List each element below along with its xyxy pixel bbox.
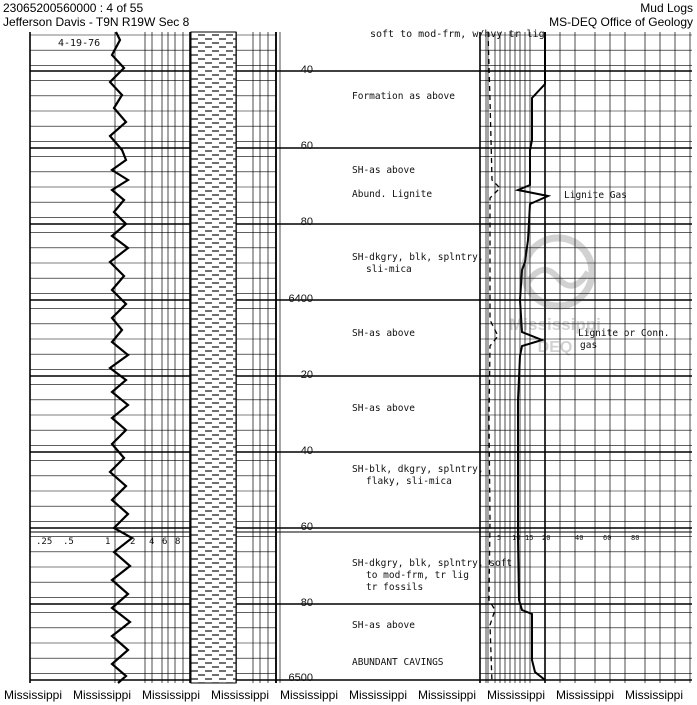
log-grid <box>30 32 692 683</box>
lithology-description: ABUNDANT CAVINGS <box>352 657 444 668</box>
log-date: 4-19-76 <box>58 38 101 49</box>
footer-label: Mississippi <box>4 688 63 702</box>
lithology-description: to mod-frm, tr lig <box>366 570 469 581</box>
drill-rate-scale-label: 8 <box>175 537 181 547</box>
footer-label: Mississippi <box>349 688 408 702</box>
gas-scale-label: 40 <box>575 534 584 542</box>
well-location: Jefferson Davis - T9N R19W Sec 8 <box>3 15 190 29</box>
gas-scale-label: 60 <box>603 534 612 542</box>
depth-label: 80 <box>300 597 313 609</box>
footer-label: Mississippi <box>142 688 201 702</box>
lithology-description: SH-dkgry, blk, splntry, <box>352 252 484 263</box>
lithology-column <box>191 32 236 683</box>
footer-label: Mississippi <box>556 688 615 702</box>
drill-rate-scale-label: .25 <box>36 537 53 547</box>
log-curves <box>110 32 551 683</box>
lithology-description: SH-as above <box>352 328 415 339</box>
depth-label: 60 <box>300 140 313 152</box>
footer-label: Mississippi <box>73 688 132 702</box>
drill-rate-scale-label: .5 <box>63 537 74 547</box>
lithology-description: SH-as above <box>352 165 415 176</box>
depth-label: 80 <box>300 216 313 228</box>
depth-label: 20 <box>300 369 313 381</box>
lithology-description: SH-as above <box>352 403 415 414</box>
gas-note: gas <box>580 340 598 351</box>
watermark-line-2: DEQ <box>537 339 573 356</box>
footer-label: Mississippi <box>280 688 339 702</box>
agency-name: MS-DEQ Office of Geology <box>549 15 693 29</box>
drill-rate-scale-label: 4 <box>149 537 155 547</box>
depth-label: 40 <box>300 445 313 457</box>
depth-label: 6400 <box>288 293 313 305</box>
lithology-description: tr fossils <box>366 582 424 593</box>
top-description: soft to mod-frm, w/hvy tr lig <box>370 29 545 40</box>
gas-scale-label: 80 <box>631 534 640 542</box>
lithology-description: flaky, sli-mica <box>366 476 452 487</box>
gas-scale-label: 15 <box>525 534 534 542</box>
lithology-description: Abund. Lignite <box>352 189 433 200</box>
footer-label: Mississippi <box>211 688 270 702</box>
gas-note: Lignite or Conn. <box>578 328 670 339</box>
lithology-description: SH-as above <box>352 620 415 631</box>
drill-rate-scale-label: 2 <box>130 537 136 547</box>
depth-label: 40 <box>300 64 313 76</box>
drill-rate-scale-label: 6 <box>162 537 168 547</box>
document-id: 23065200560000 : 4 of 55 <box>3 1 144 15</box>
lithology-description: SH-blk, dkgry, splntry, <box>352 464 484 475</box>
gas-scale-label: 5 <box>497 534 502 542</box>
watermark-line-1: Mississippi <box>509 315 601 334</box>
footer-label: Mississippi <box>625 688 684 702</box>
lithology-description: Formation as above <box>352 91 455 102</box>
gas-scale-label: 10 <box>512 534 521 542</box>
document-type: Mud Logs <box>640 1 693 15</box>
lithology-description: SH-dkgry, blk, splntry, soft <box>352 558 513 569</box>
lithology-description: sli-mica <box>366 264 412 275</box>
drill-rate-scale-label: 1 <box>105 537 111 547</box>
depth-label: 60 <box>300 521 313 533</box>
depth-label: 6500 <box>288 672 313 684</box>
gas-scale-label: 20 <box>542 534 551 542</box>
gas-note: Lignite Gas <box>564 190 627 201</box>
footer-label: Mississippi <box>418 688 477 702</box>
footer-label: Mississippi <box>487 688 546 702</box>
